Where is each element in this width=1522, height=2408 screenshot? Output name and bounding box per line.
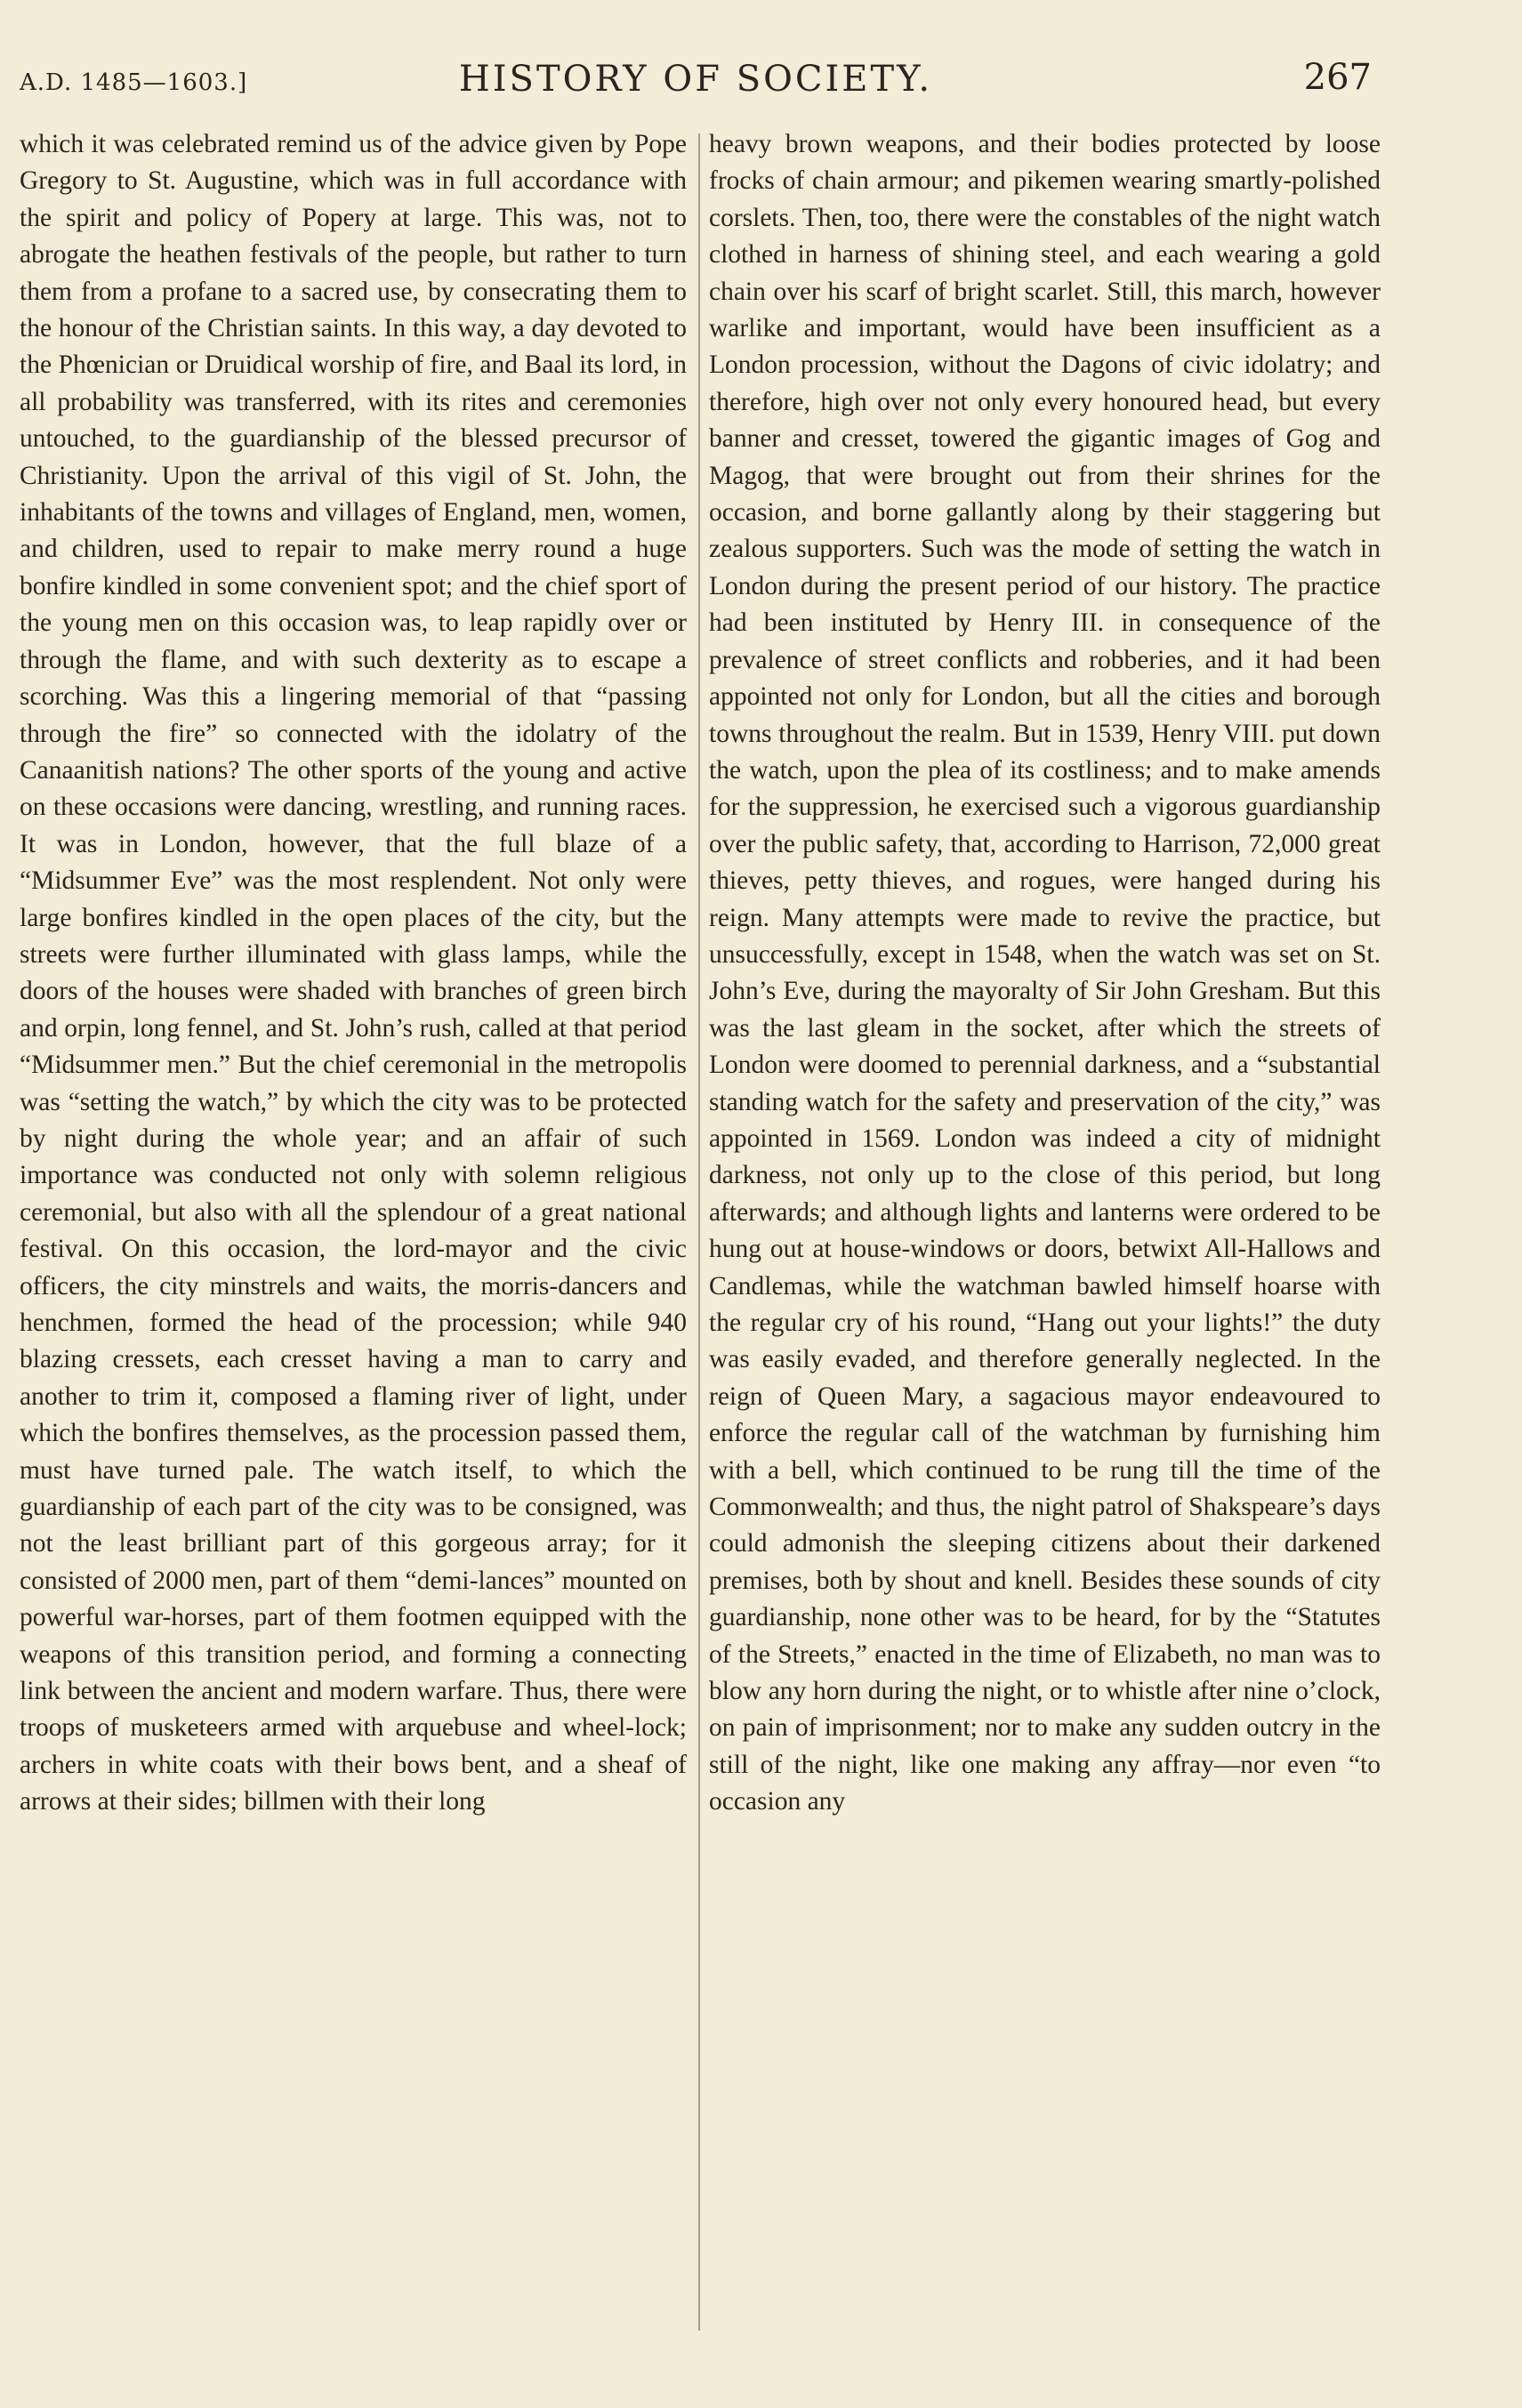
page-number: 267 (1303, 57, 1372, 98)
running-header (20, 55, 1372, 101)
left-column (20, 126, 687, 1821)
right-column-text: heavy brown weapons, and their bodies protected by loose frocks of chain armour; and pikemen wearing smartly-polished corslets. Then, too, there were the constables of the night watch clothed in harness of shining steel, and each wearing a gold chain over his scarf of bright scarlet. Still, this march, however warlike and important, would have been insufficient as a London procession, without the Dagons of civic idolatry; and therefore, high over not only every honoured head, but every banner and cresset, towered the gigantic images of Gog and Magog, that were brought out from their shrines for the occasion, and borne gallantly along by their staggering but zealous supporters. Such was the mode of setting the watch in London during the present period of our history. The practice had been instituted by Henry III. in consequence of the prevalence of street conflicts and robberies, and it had been appointed not only for London, but all the cities and borough towns throughout the realm. But in 1539, Henry VIII. put down the watch, upon the plea of its costliness; and to make amends for the suppression, he exercised such a vigorous guardianship over the public safety, that, according to Harrison, 72,000 great thieves, petty thieves, and rogues, were hanged during his reign. Many attempts were made to revive the practice, but unsuccessfully, except in 1548, when the watch was set on St. John’s Eve, during the mayoralty of Sir John Gresham. But this was the last gleam in the socket, after which the streets of London were doomed to perennial darkness, and a “substantial standing watch for the safety and preservation of the city,” was appointed in 1569. London was indeed a city of midnight darkness, not only up to the close of this period, but long afterwards; and although lights and lanterns were ordered to be hung out at house-windows or doors, betwixt All-Hallows and Candlemas, while the watchman bawled himself hoarse with the regular cry of his round, “Hang out your lights!” the duty was easily evaded, and therefore generally neglected. In the reign of Queen Mary, a sagacious mayor endeavoured to enforce the regular call of the watchman by furnishing him with a bell, which continued to be rung till the time of the Commonwealth; and thus, the night patrol of Shakspeare’s days could admonish the sleeping citizens about their darkened premises, both by shout and knell. Besides these sounds of city guardianship, none other was to be heard, for by the “Statutes of the Streets,” enacted in the time of Elizabeth, no man was to blow any horn during the night, or to whistle after nine o’clock, on pain of imprisonment; nor to make any sudden outcry in the still of the night, like one making any affray—nor even “to occasion any (709, 130, 1381, 1816)
page-title: HISTORY OF SOCIETY. (458, 59, 933, 100)
right-column (709, 126, 1381, 1821)
date-range: A.D. 1485—1603.] (20, 69, 248, 96)
left-column-text: which it was celebrated remind us of the advice given by Pope Gregory to St. Augustine, which was in full accordance with the spirit and policy of Popery at large. This was, not to abrogate the heathen festivals of the people, but rather to turn them from a profane to a sacred use, by consecrating them to the honour of the Christian saints. In this way, a day devoted to the Phœnician or Druidical worship of fire, and Baal its lord, in all probability was transferred, with its rites and ceremonies untouched, to the guardianship of the blessed precursor of Christianity. Upon the arrival of this vigil of St. John, the inhabitants of the towns and villages of England, men, women, and children, used to repair to make merry round a huge bonfire kindled in some convenient spot; and the chief sport of the young men on this occasion was, to leap rapidly over or through the flame, and with such dexterity as to escape a scorching. Was this a lingering memorial of that “passing through the fire” so connected with the idolatry of the Canaanitish nations? The other sports of the young and active on these occasions were dancing, wrestling, and running races. It was in London, however, that the full blaze of a “Midsummer Eve” was the most resplendent. Not only were large bonfires kindled in the open places of the city, but the streets were further illuminated with glass lamps, while the doors of the houses were shaded with branches of green birch and orpin, long fennel, and St. John’s rush, called at that period “Midsummer men.” But the chief ceremonial in the metropolis was “setting the watch,” by which the city was to be protected by night during the whole year; and an affair of such importance was conducted not only with solemn religious ceremonial, but also with all the splendour of a great national festival. On this occasion, the lord-mayor and the civic officers, the city minstrels and waits, the morris-dancers and henchmen, formed the head of the procession; while 940 blazing cressets, each cresset having a man to carry and another to trim it, composed a flaming river of light, under which the bonfires themselves, as the procession passed them, must have turned pale. The watch itself, to which the guardianship of each part of the city was to be consigned, was not the least brilliant part of this gorgeous array; for it consisted of 2000 men, part of them “demi-lances” mounted on powerful war-horses, part of them footmen equipped with the weapons of this transition period, and forming a connecting link between the ancient and modern warfare. Thus, there were troops of musketeers armed with arquebuse and wheel-lock; archers in white coats with their bows bent, and a sheaf of arrows at their sides; billmen with their long (20, 130, 687, 1816)
column-divider (698, 133, 700, 2331)
